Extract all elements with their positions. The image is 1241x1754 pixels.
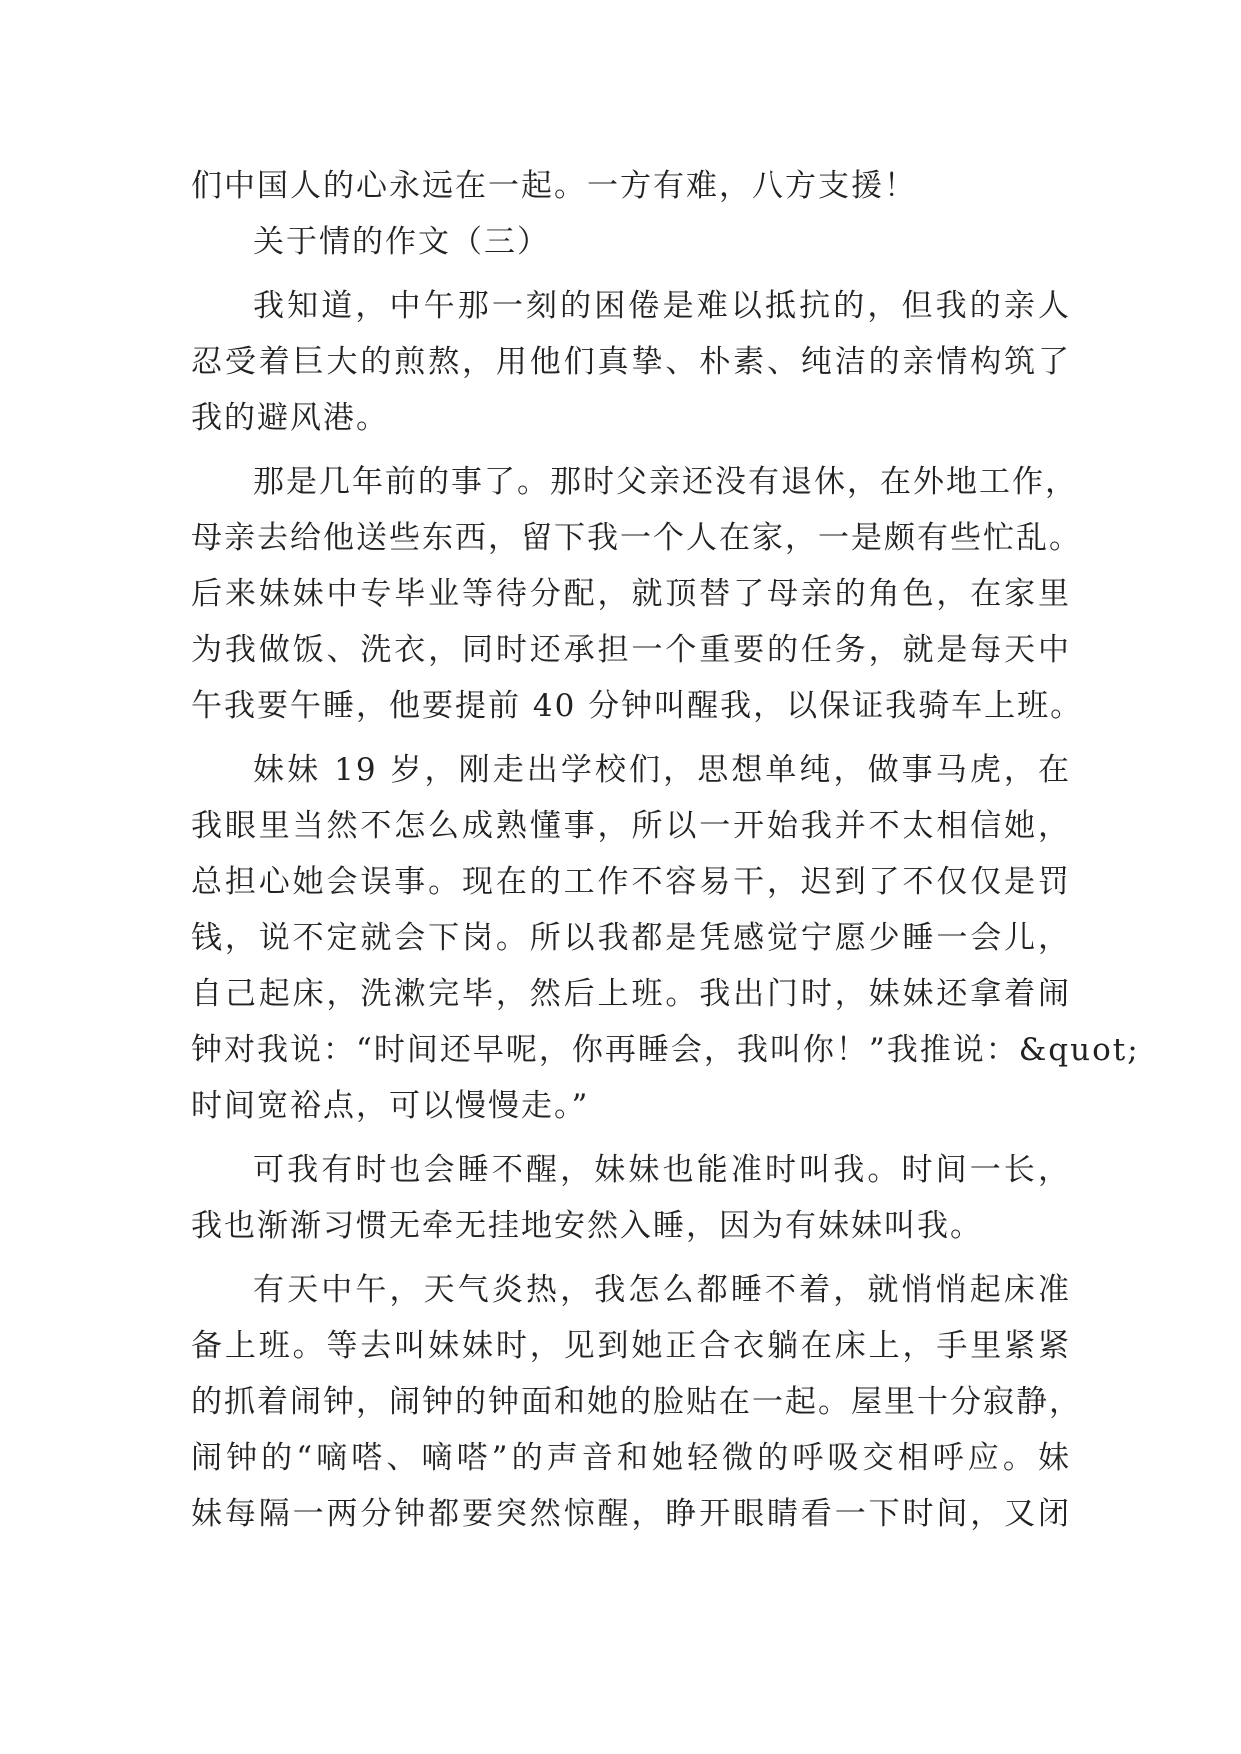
text-line: 时间宽裕点，可以慢慢走。” <box>191 1088 590 1124</box>
text-line: 总担心她会误事。现在的工作不容易干，迟到了不仅仅是罚 <box>191 864 1071 900</box>
text-line: 闹钟的“嘀嗒、嘀嗒”的声音和她轻微的呼吸交相呼应。妹 <box>191 1440 1071 1476</box>
text-line: 们中国人的心永远在一起。一方有难，八方支援！ <box>191 168 917 204</box>
text-line: 后来妹妹中专毕业等待分配，就顶替了母亲的角色，在家里 <box>191 576 1071 612</box>
text-line: 备上班。等去叫妹妹时，见到她正合衣躺在床上，手里紧紧 <box>191 1328 1071 1364</box>
section-title: 关于情的作文（三） <box>253 224 550 260</box>
text-line: 忍受着巨大的煎熬，用他们真挚、朴素、纯洁的亲情构筑了 <box>191 344 1071 380</box>
text-line: 妹妹 19 岁，刚走出学校们，思想单纯，做事马虎，在 <box>253 752 1071 788</box>
text-line: 有天中午，天气炎热，我怎么都睡不着，就悄悄起床准 <box>253 1272 1071 1308</box>
text-line: 午我要午睡，他要提前 40 分钟叫醒我，以保证我骑车上班。 <box>191 688 1084 724</box>
text-line: 为我做饭、洗衣，同时还承担一个重要的任务，就是每天中 <box>191 632 1071 668</box>
text-line: 我也渐渐习惯无牵无挂地安然入睡，因为有妹妹叫我。 <box>191 1208 983 1244</box>
text-line: 的抓着闹钟，闹钟的钟面和她的脸贴在一起。屋里十分寂静， <box>191 1384 1082 1420</box>
article-body <box>191 158 1140 1542</box>
text-line: 我知道，中午那一刻的困倦是难以抵抗的，但我的亲人 <box>253 288 1071 324</box>
text-line: 我的避风港。 <box>191 400 389 436</box>
text-line: 可我有时也会睡不醒，妹妹也能准时叫我。时间一长， <box>253 1152 1071 1188</box>
text-line: 母亲去给他送些东西，留下我一个人在家，一是颇有些忙乱。 <box>191 520 1082 556</box>
text-line: 钱，说不定就会下岗。所以我都是凭感觉宁愿少睡一会儿， <box>191 920 1071 956</box>
text-line: 自己起床，洗漱完毕，然后上班。我出门时，妹妹还拿着闹 <box>191 976 1071 1012</box>
text-line: 我眼里当然不怎么成熟懂事，所以一开始我并不太相信她， <box>191 808 1071 844</box>
text-line: 妹每隔一两分钟都要突然惊醒，睁开眼睛看一下时间，又闭 <box>191 1496 1071 1532</box>
text-line: 那是几年前的事了。那时父亲还没有退休，在外地工作， <box>253 464 1078 500</box>
text-line: 钟对我说：“时间还早呢，你再睡会，我叫你！”我推说：&quot; <box>191 1032 1140 1068</box>
